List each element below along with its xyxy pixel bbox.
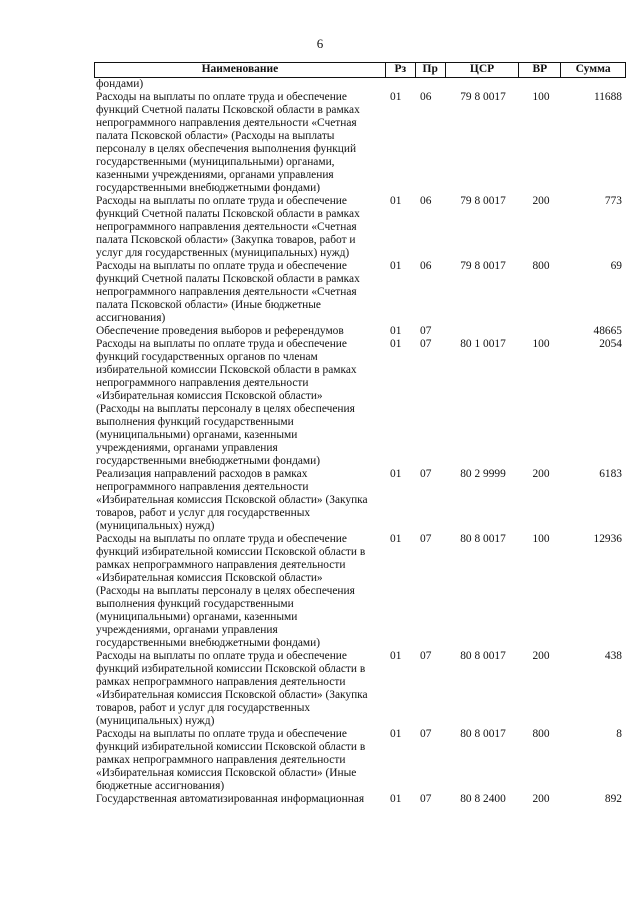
header-sum: Сумма [575, 63, 611, 75]
cell-rz: 01 [390, 338, 402, 350]
cell-vr: 200 [532, 793, 550, 805]
cell-rz: 01 [390, 325, 402, 337]
table-row [94, 78, 626, 91]
cell-name: фондами) [96, 78, 144, 90]
table-row [94, 91, 626, 195]
cell-rz: 01 [390, 468, 402, 480]
cell-sum: 8 [616, 728, 622, 740]
cell-name: Расходы на выплаты по оплате труда и обеспечение функций Счетной палаты Псковской области в рамках непрограммного направления деятельности «Счетная палата Псковской области» (Расходы на выплаты персоналу в целях обеспечения выполнения функций государственными (муниципальными) органами, казенными учреждениями, органами управления государственными внебюджетными фондами) [96, 91, 360, 194]
header-rz: Рз [386, 63, 416, 77]
cell-sum: 11688 [593, 91, 622, 103]
cell-name: Расходы на выплаты по оплате труда и обеспечение функций государственных органов по членам избирательной комиссии Псковской области в рамках непрограммного направления деятельности «Избирательная комиссия Псковской области» (Расходы на выплаты персоналу в целях обеспечения выполнения функций государственными (муниципальными) органами, казенными учреждениями, органами управления государственными внебюджетными фондами) [96, 338, 357, 467]
header-vr: ВР [519, 63, 561, 77]
cell-name: Расходы на выплаты по оплате труда и обеспечение функций Счетной палаты Псковской области в рамках непрограммного направления деятельности «Счетная палата Псковской области» (Закупка товаров, работ и услуг для государственных (муниципальных) нужд) [96, 195, 360, 259]
cell-pr: 07 [420, 650, 432, 662]
cell-rz [386, 78, 416, 91]
cell-vr: 800 [532, 728, 550, 740]
cell-pr: 07 [420, 338, 432, 350]
cell-sum: 69 [610, 260, 622, 272]
cell-pr: 07 [420, 793, 432, 805]
cell-pr [416, 78, 446, 91]
cell-csr: 79 8 0017 [460, 195, 506, 207]
cell-pr: 06 [420, 260, 432, 272]
cell-name: Расходы на выплаты по оплате труда и обеспечение функций избирательной комиссии Псковской области в рамках непрограммного направления деятельности «Избирательная комиссия Псковской области» (Иные бюджетные ассигнования) [96, 728, 366, 792]
cell-name: Расходы на выплаты по оплате труда и обеспечение функций Счетной палаты Псковской области в рамках непрограммного направления деятельности «Счетная палата Псковской области» (Иные бюджетные ассигнования) [96, 260, 360, 324]
cell-vr: 200 [532, 468, 550, 480]
table-row [94, 650, 626, 728]
cell-csr: 80 8 0017 [460, 728, 506, 740]
cell-vr: 800 [532, 260, 550, 272]
cell-rz: 01 [390, 533, 402, 545]
cell-name: Обеспечение проведения выборов и референдумов [96, 325, 344, 337]
cell-pr: 07 [420, 533, 432, 545]
cell-rz: 01 [390, 195, 402, 207]
cell-pr: 06 [420, 91, 432, 103]
cell-rz: 01 [390, 793, 402, 805]
cell-pr: 07 [420, 325, 432, 337]
cell-csr: 80 8 0017 [460, 650, 506, 662]
cell-rz: 01 [390, 728, 402, 740]
cell-pr: 06 [420, 195, 432, 207]
cell-sum: 773 [604, 195, 622, 207]
cell-sum: 12936 [593, 533, 622, 545]
table-row [94, 468, 626, 533]
cell-csr: 79 8 0017 [460, 91, 506, 103]
cell-name: Расходы на выплаты по оплате труда и обеспечение функций избирательной комиссии Псковской области в рамках непрограммного направления деятельности «Избирательная комиссия Псковской области» (Расходы на выплаты персоналу в целях обеспечения выполнения функций государственными (муниципальными) органами, казенными учреждениями, органами управления государственными внебюджетными фондами) [96, 533, 366, 649]
cell-vr: 200 [532, 650, 550, 662]
table-row [94, 260, 626, 325]
table-row [94, 338, 626, 468]
cell-sum: 892 [604, 793, 622, 805]
cell-sum: 438 [604, 650, 622, 662]
cell-vr: 100 [532, 533, 550, 545]
cell-csr: 80 8 0017 [460, 533, 506, 545]
cell-vr: 100 [532, 338, 550, 350]
cell-csr: 80 1 0017 [460, 338, 506, 350]
header-name: Наименование [95, 63, 386, 77]
cell-pr: 07 [420, 468, 432, 480]
header-pr: Пр [416, 63, 446, 77]
cell-rz: 01 [390, 260, 402, 272]
cell-name: Расходы на выплаты по оплате труда и обеспечение функций избирательной комиссии Псковской области в рамках непрограммного направления деятельности «Избирательная комиссия Псковской области» (Закупка товаров, работ и услуг для государственных (муниципальных) нужд) [96, 650, 368, 727]
cell-csr [446, 325, 520, 338]
table-row [94, 325, 626, 338]
table-row [94, 533, 626, 650]
budget-table [94, 62, 626, 806]
cell-csr: 80 2 9999 [460, 468, 506, 480]
cell-csr: 80 8 2400 [460, 793, 506, 805]
cell-csr [446, 78, 520, 91]
cell-rz: 01 [390, 650, 402, 662]
cell-vr [520, 325, 562, 338]
cell-sum: 6183 [599, 468, 622, 480]
cell-pr: 07 [420, 728, 432, 740]
table-header [94, 62, 626, 78]
cell-name: Реализация направлений расходов в рамках непрограммного направления деятельности «Избирательная комиссия Псковской области» (Закупка товаров, работ и услуг для государственных (муниципальных) нужд) [96, 468, 368, 532]
page-number: 6 [316, 36, 324, 51]
cell-sum: 2054 [599, 338, 622, 350]
cell-vr: 200 [532, 195, 550, 207]
header-csr: ЦСР [446, 63, 520, 77]
cell-rz: 01 [390, 91, 402, 103]
cell-csr: 79 8 0017 [460, 260, 506, 272]
cell-sum: 48665 [593, 325, 622, 337]
table-row [94, 793, 626, 806]
table-row [94, 728, 626, 793]
cell-sum [562, 78, 626, 91]
table-body [94, 78, 626, 806]
cell-vr: 100 [532, 91, 550, 103]
cell-name: Государственная автоматизированная информационная [96, 793, 365, 805]
cell-vr [520, 78, 562, 91]
table-row [94, 195, 626, 260]
